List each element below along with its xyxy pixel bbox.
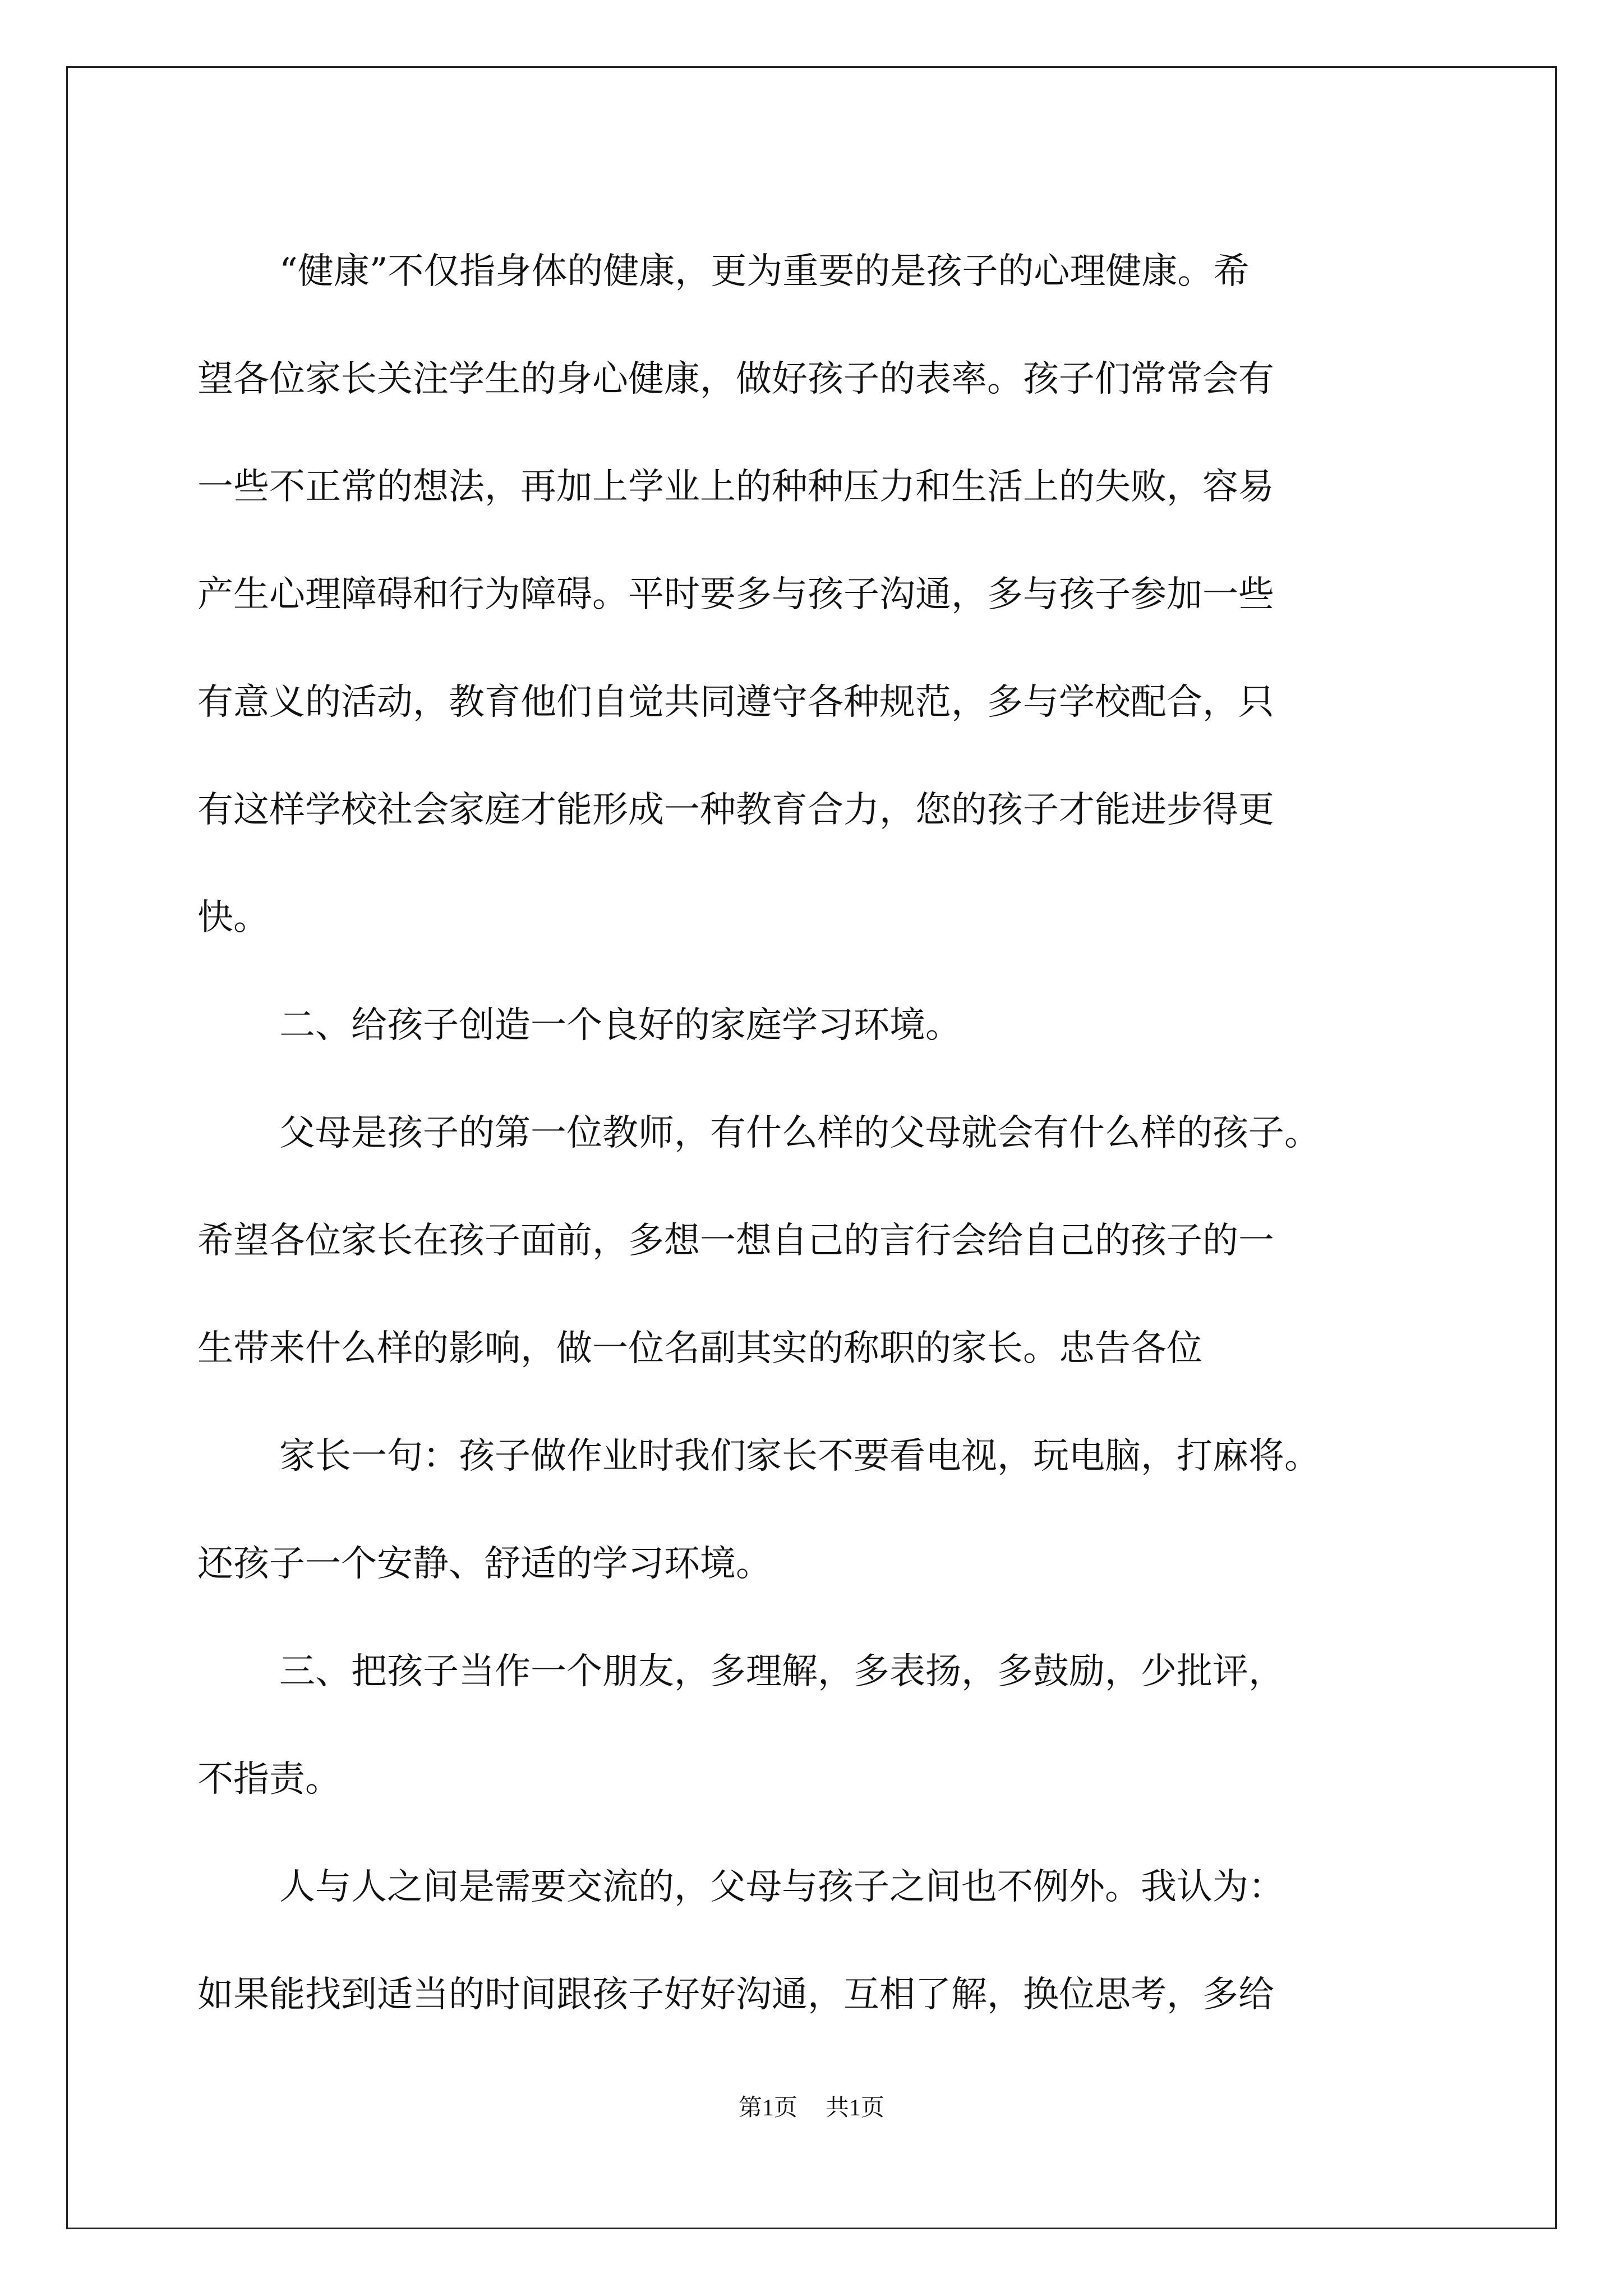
page-number-total: 共1页	[826, 2095, 885, 2121]
page-number-current: 第1页	[738, 2095, 797, 2121]
text-line: 二、给孩子创造一个良好的家庭学习环境。	[279, 1005, 961, 1046]
text-line: 不指责。	[197, 1759, 341, 1800]
text-line: 生带来什么样的影响，做一位名副其实的称职的家长。忠告各位	[197, 1328, 1202, 1369]
text-line: 家长一句：孩子做作业时我们家长不要看电视，玩电脑，打麻将。	[279, 1435, 1320, 1477]
document-body	[197, 218, 1431, 2049]
text-line: 一些不正常的想法，再加上学业上的种种压力和生活上的失败，容易	[197, 466, 1274, 508]
text-line: 三、把孩子当作一个朋友，多理解，多表扬，多鼓励，少批评，	[279, 1651, 1284, 1692]
text-line: 有这样学校社会家庭才能形成一种教育合力，您的孩子才能进步得更	[197, 789, 1274, 831]
text-line: “健康”不仅指身体的健康，更为重要的是孩子的心理健康。希	[279, 251, 1249, 292]
text-line: 父母是孩子的第一位教师，有什么样的父母就会有什么样的孩子。	[279, 1112, 1320, 1154]
text-line: 快。	[197, 897, 269, 938]
text-line: 人与人之间是需要交流的，父母与孩子之间也不例外。我认为：	[279, 1866, 1284, 1908]
text-line: 如果能找到适当的时间跟孩子好好沟通，互相了解，换位思考，多给	[197, 1974, 1274, 2016]
page-footer	[0, 2091, 1623, 2125]
text-line: 望各位家长关注学生的身心健康，做好孩子的表率。孩子们常常会有	[197, 358, 1274, 400]
text-line: 有意义的活动，教育他们自觉共同遵守各种规范，多与学校配合，只	[197, 682, 1274, 723]
text-line: 希望各位家长在孩子面前，多想一想自己的言行会给自己的孩子的一	[197, 1220, 1274, 1262]
text-line: 还孩子一个安静、舒适的学习环境。	[197, 1543, 772, 1585]
text-line: 产生心理障碍和行为障碍。平时要多与孩子沟通，多与孩子参加一些	[197, 574, 1274, 615]
